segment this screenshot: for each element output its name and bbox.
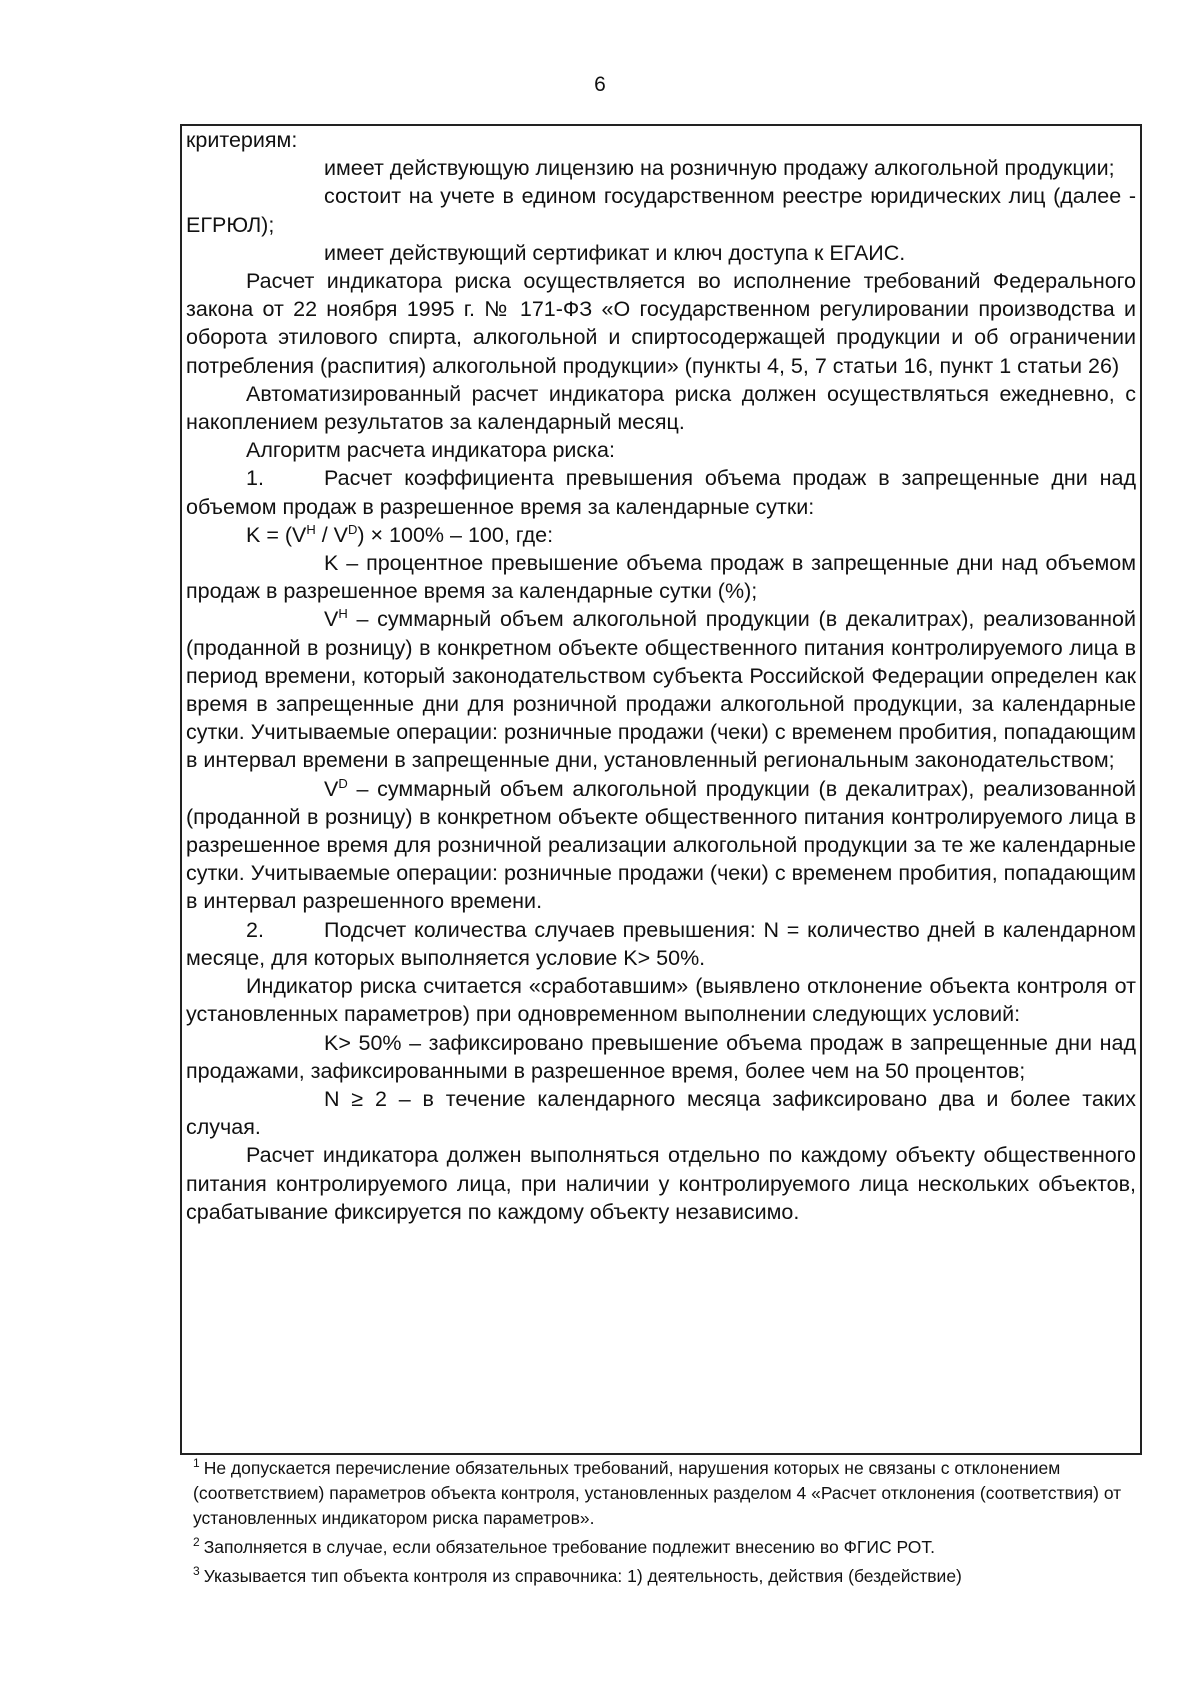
step-1-text: Расчет коэффициента превышения объема продаж в запрещенные дни над объемом продаж в разрешенное время за календарные сутки: bbox=[186, 466, 1136, 519]
paragraph-step-2 bbox=[186, 916, 1136, 972]
paragraph-vd-definition bbox=[186, 775, 1136, 916]
paragraph-step-1 bbox=[186, 464, 1136, 520]
vd-sup: D bbox=[338, 775, 348, 791]
paragraph-vh-definition bbox=[186, 605, 1136, 774]
formula-sup-d: D bbox=[348, 521, 358, 537]
footnote-mark: 3 bbox=[193, 1564, 200, 1579]
page-number: 6 bbox=[594, 73, 606, 96]
footnote-mark: 2 bbox=[193, 1535, 200, 1550]
vd-symbol: V bbox=[324, 776, 339, 801]
footnote-text: Указывается тип объекта контроля из справочника: 1) деятельность, действия (бездействие) bbox=[203, 1566, 962, 1586]
paragraph-trigger-conditions: Индикатор риска считается «сработавшим» (выявлено отклонение объекта контроля от установленных параметров) при одновременном выполнении следующих условий: bbox=[186, 974, 1136, 1027]
formula-sup-h: H bbox=[306, 521, 316, 537]
paragraph-legal-basis: Расчет индикатора риска осуществляется во исполнение требований Федерального закона от 22 ноября 1995 г. № 171-ФЗ «О государственном регулировании производства и оборота этилового спирта, алкогольной и спиртосодержащей продукции и об ограничении потребления (распития) алкогольной продукции» (пункты 4, 5, 7 статьи 16, пункт 1 статьи 26) bbox=[186, 269, 1136, 378]
footnote-mark: 1 bbox=[193, 1456, 200, 1471]
formula-prefix: K = (V bbox=[246, 522, 307, 547]
paragraph-automation: Автоматизированный расчет индикатора риска должен осуществляться ежедневно, с накоплением результатов за календарный месяц. bbox=[186, 381, 1136, 435]
paragraph-license: имеет действующую лицензию на розничную продажу алкогольной продукции; bbox=[324, 156, 1115, 181]
footnote-2 bbox=[193, 1535, 1133, 1560]
paragraph-condition-k: K> 50% – зафиксировано превышение объема продаж в запрещенные дни над продажами, зафиксированными в разрешенное время, более чем на 50 процентов; bbox=[186, 1030, 1136, 1083]
step-number: 2. bbox=[246, 917, 264, 942]
paragraph-condition-n: N ≥ 2 – в течение календарного месяца зафиксировано два и более таких случая. bbox=[186, 1086, 1136, 1140]
footnote-3 bbox=[193, 1564, 1133, 1589]
step-number: 1. bbox=[246, 466, 264, 491]
vd-text: – суммарный объем алкогольной продукции (в декалитрах), реализованной (проданной в розницу) в конкретном объекте общественного питания контролируемого лица в разрешенное время для розничной реализации алкогольной продукции за те же календарные сутки. Учитываемые операции: розничные продажи (чеки) с временем пробития, попадающим в интервал разрешенного времени. bbox=[186, 776, 1136, 914]
paragraph-egais: имеет действующий сертификат и ключ доступа к ЕГАИС. bbox=[324, 240, 906, 265]
footnotes bbox=[193, 1456, 1133, 1593]
formula-mid: / V bbox=[315, 522, 348, 547]
paragraph-egrul: состоит на учете в едином государственном реестре юридических лиц (далее - ЕГРЮЛ); bbox=[186, 184, 1136, 237]
footnote-1 bbox=[193, 1456, 1133, 1531]
paragraph-algorithm-title: Алгоритм расчета индикатора риска: bbox=[246, 438, 615, 463]
vh-symbol: V bbox=[324, 607, 339, 632]
footnote-text: Заполняется в случае, если обязательное требование подлежит внесению во ФГИС РОТ. bbox=[203, 1537, 935, 1557]
formula-suffix: ) × 100% – 100, где: bbox=[357, 522, 554, 547]
vh-sup: H bbox=[338, 606, 348, 622]
paragraph-k-definition: K – процентное превышение объема продаж в запрещенные дни над объемом продаж в разрешенное время за календарные сутки (%); bbox=[186, 551, 1136, 604]
paragraph-per-object: Расчет индикатора должен выполняться отдельно по каждому объекту общественного питания контролируемого лица, при наличии у контролируемого лица нескольких объектов, срабатывание фиксируется по каждому объекту независимо. bbox=[186, 1143, 1136, 1224]
formula bbox=[186, 521, 1136, 549]
vh-text: – суммарный объем алкогольной продукции (в декалитрах), реализованной (проданной в розницу) в конкретном объекте общественного питания контролируемого лица в период времени, который законодательством субъекта Российской Федерации определен как время в запрещенные дни для розничной продажи алкогольной продукции, за календарные сутки. Учитываемые операции: розничные продажи (чеки) с временем пробития, попадающим в интервал времени в запрещенные дни, установленный региональным законодательством; bbox=[186, 607, 1136, 773]
step-2-text: Подсчет количества случаев превышения: N = количество дней в календарном месяце, для которых выполняется условие K> 50%. bbox=[186, 917, 1136, 970]
paragraph-criteria: критериям: bbox=[186, 128, 298, 152]
footnote-text: Не допускается перечисление обязательных требований, нарушения которых не связаны с отклонением (соответствием) параметров объекта контроля, установленных разделом 4 «Расчет отклонения (соответствия) от установленных индикатором риска параметров». bbox=[193, 1458, 1122, 1528]
document-body bbox=[186, 126, 1136, 1226]
